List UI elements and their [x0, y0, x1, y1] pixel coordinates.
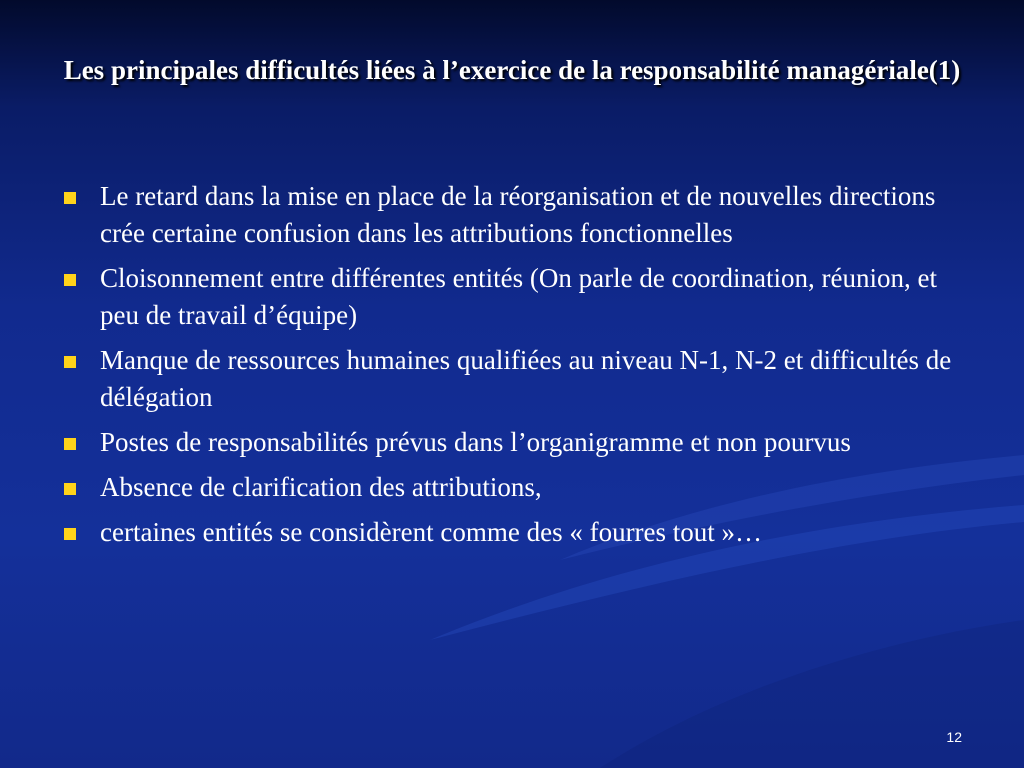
bullet-text: Absence de clarification des attributions,	[100, 472, 542, 502]
bullet-item	[62, 424, 972, 461]
square-bullet-icon	[64, 438, 76, 450]
bullet-item	[62, 260, 972, 334]
bullet-item	[62, 178, 972, 252]
bullet-text: certaines entités se considèrent comme des « fourres tout »…	[100, 517, 763, 547]
square-bullet-icon	[64, 483, 76, 495]
square-bullet-icon	[64, 274, 76, 286]
page-number: 12	[946, 729, 962, 745]
square-bullet-icon	[64, 356, 76, 368]
slide-title: Les principales difficultés liées à l’exercice de la responsabilité managériale(1)	[63, 55, 961, 85]
bullet-item	[62, 469, 972, 506]
bullet-list	[62, 178, 972, 559]
bullet-text: Le retard dans la mise en place de la réorganisation et de nouvelles directions crée certaine confusion dans les attributions fonctionnelles	[100, 181, 936, 248]
bullet-item	[62, 514, 972, 551]
square-bullet-icon	[64, 192, 76, 204]
bullet-text: Cloisonnement entre différentes entités (On parle de coordination, réunion, et peu de travail d’équipe)	[100, 263, 937, 330]
bullet-text: Manque de ressources humaines qualifiées au niveau N-1, N-2 et difficultés de délégation	[100, 345, 952, 412]
square-bullet-icon	[64, 528, 76, 540]
bullet-item	[62, 342, 972, 416]
bullet-text: Postes de responsabilités prévus dans l’organigramme et non pourvus	[100, 427, 851, 457]
